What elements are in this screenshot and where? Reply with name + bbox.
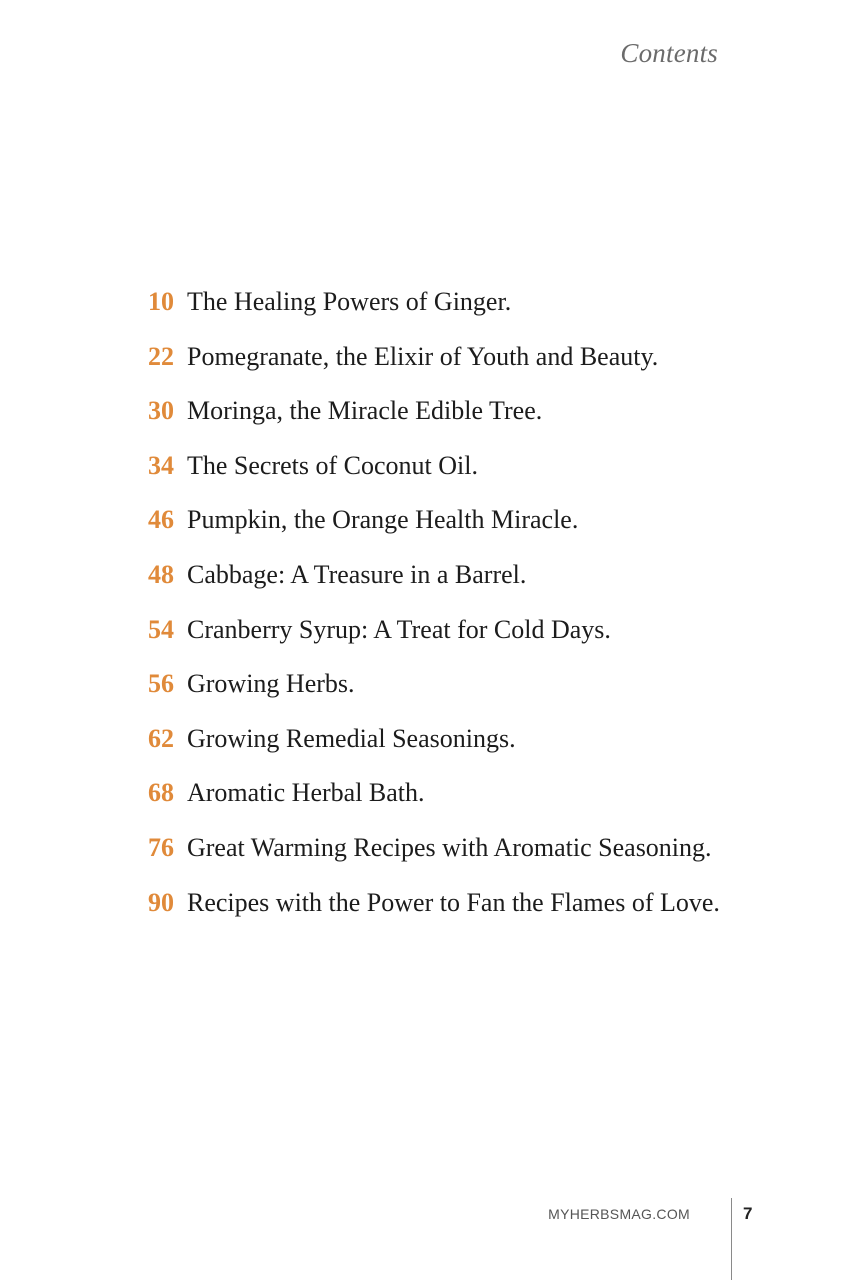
footer-website: MYHERBSMAG.COM — [548, 1206, 690, 1222]
page-number: 7 — [743, 1204, 753, 1223]
toc-entry-title: Growing Remedial Seasonings. — [187, 723, 516, 753]
running-head: Contents — [620, 38, 718, 68]
toc-entry[interactable] — [148, 615, 788, 670]
toc-entry[interactable] — [148, 505, 788, 560]
toc-entry-title: Pomegranate, the Elixir of Youth and Beauty. — [187, 341, 659, 371]
toc-page-number: 30 — [148, 396, 174, 426]
toc-page-number: 34 — [148, 450, 174, 480]
toc-entry[interactable] — [148, 669, 788, 724]
toc-page-number: 68 — [148, 778, 174, 808]
toc-entry-title: Recipes with the Power to Fan the Flames of Love. — [187, 887, 720, 917]
toc-page-number: 10 — [148, 287, 174, 316]
toc-entry-title: Growing Herbs. — [187, 669, 355, 699]
toc-entry-title: Great Warming Recipes with Aromatic Seasoning. — [187, 832, 712, 862]
toc-page-number: 22 — [148, 341, 174, 371]
toc-page-number: 76 — [148, 832, 174, 862]
toc-entry-title: Cabbage: A Treasure in a Barrel. — [187, 559, 527, 589]
toc-entry[interactable] — [148, 888, 788, 943]
toc-page-number: 46 — [148, 505, 174, 535]
toc-entry[interactable] — [148, 560, 788, 615]
toc-entry[interactable] — [148, 778, 788, 833]
toc-entry[interactable] — [148, 342, 788, 397]
toc-page-number: 62 — [148, 723, 174, 753]
toc-entry-title: Cranberry Syrup: A Treat for Cold Days. — [187, 614, 611, 644]
footer-divider — [731, 1198, 732, 1280]
toc-page-number: 48 — [148, 559, 174, 589]
table-of-contents — [148, 287, 788, 942]
toc-entry[interactable] — [148, 724, 788, 779]
toc-entry[interactable] — [148, 833, 788, 888]
toc-entry-title: Moringa, the Miracle Edible Tree. — [187, 396, 543, 426]
toc-page-number: 90 — [148, 887, 174, 917]
toc-entry[interactable] — [148, 451, 788, 506]
toc-entry-title: Pumpkin, the Orange Health Miracle. — [187, 505, 579, 535]
toc-page-number: 56 — [148, 669, 174, 699]
toc-entry-title: The Healing Powers of Ginger. — [187, 287, 512, 316]
toc-entry[interactable] — [148, 396, 788, 451]
toc-entry-title: Aromatic Herbal Bath. — [187, 778, 425, 808]
toc-entry[interactable] — [148, 287, 788, 342]
toc-page-number: 54 — [148, 614, 174, 644]
toc-entry-title: The Secrets of Coconut Oil. — [187, 450, 478, 480]
